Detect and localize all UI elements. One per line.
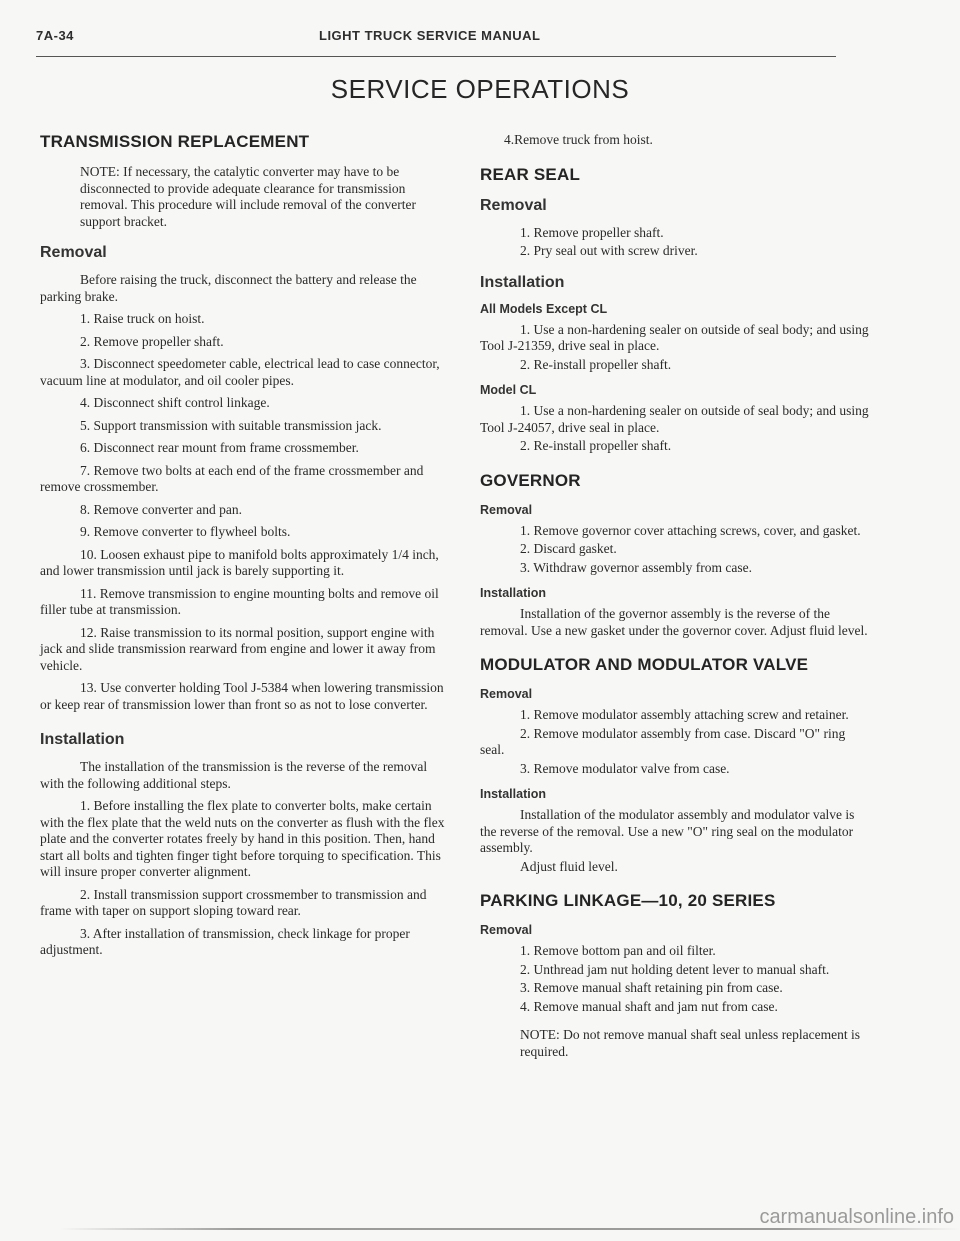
modulator-installation-text: Installation of the modulator assembly and modulator valve is the reverse of the removal. Use a new "O" ring seal on the modulator assembly. [480, 807, 855, 855]
watermark-text: carmanualsonline.info [759, 1206, 954, 1228]
removal-step: 8. Remove converter and pan. [80, 501, 242, 517]
manual-title: LIGHT TRUCK SERVICE MANUAL [319, 28, 541, 43]
catalytic-converter-note: NOTE: If necessary, the catalytic converter may have to be disconnected to provide adequate clearance for transmission removal. This procedure will include removal of the converter support bracket. [80, 164, 417, 229]
governor-heading: GOVERNOR [480, 470, 581, 490]
rear-seal-removal-heading: Removal [480, 196, 547, 214]
all-models-heading: All Models Except CL [480, 301, 608, 316]
modulator-heading: MODULATOR AND MODULATOR VALVE [480, 655, 809, 674]
transmission-installation-heading: Installation [40, 731, 125, 748]
removal-step: 11. Remove transmission to engine mounting bolts and remove oil filler tube at transmission. [40, 585, 439, 617]
parking-linkage-step: 2. Unthread jam nut holding detent lever to manual shaft. [520, 961, 830, 977]
removal-step: 9. Remove converter to flywheel bolts. [80, 524, 291, 539]
installation-step: 2. Install transmission support crossmember to transmission and frame with taper on support sloping toward rear. [40, 886, 427, 918]
section-title: SERVICE OPERATIONS [330, 74, 630, 104]
rear-seal-heading: REAR SEAL [480, 164, 581, 184]
parking-linkage-step: 1. Remove bottom pan and oil filter. [520, 943, 716, 958]
parking-linkage-step: 4. Remove manual shaft and jam nut from case. [520, 998, 778, 1014]
removal-step: 2. Remove propeller shaft. [80, 333, 224, 349]
transmission-removal-heading: Removal [40, 244, 107, 261]
modulator-removal-step: 3. Remove modulator valve from case. [520, 760, 730, 776]
page-number: 7A-34 [36, 28, 74, 43]
rear-seal-removal-step: 2. Pry seal out with screw driver. [520, 243, 698, 258]
governor-removal-step: 3. Withdraw governor assembly from case. [520, 559, 753, 575]
removal-step: 7. Remove two bolts at each end of the frame crossmember and remove crossmember. [40, 462, 424, 494]
removal-step: 13. Use converter holding Tool J-5384 when lowering transmission or keep rear of transmission lower than front so as not to lose converter. [40, 680, 444, 712]
modulator-installation-text2: Adjust fluid level. [520, 858, 618, 874]
rear-seal-installation-heading: Installation [480, 273, 565, 291]
model-cl-step: 1. Use a non-hardening sealer on outside of seal body; and using Tool J-24057, drive seal in place. [480, 403, 869, 435]
removal-step: 1. Raise truck on hoist. [80, 311, 205, 326]
installation-intro: The installation of the transmission is the reverse of the removal with the following additional steps. [40, 759, 428, 791]
model-cl-step: 2. Re-install propeller shaft. [520, 438, 672, 453]
removal-step: 4. Disconnect shift control linkage. [80, 395, 270, 410]
parking-linkage-removal-heading: Removal [480, 923, 533, 937]
governor-removal-step: 1. Remove governor cover attaching screws, cover, and gasket. [520, 522, 861, 538]
left-column [40, 126, 450, 965]
header-rule [36, 56, 836, 57]
modulator-removal-step: 1. Remove modulator assembly attaching screw and retainer. [520, 707, 849, 722]
governor-installation-heading: Installation [480, 586, 546, 600]
transmission-replacement-heading: TRANSMISSION REPLACEMENT [40, 132, 310, 151]
manual-shaft-seal-note: NOTE: Do not remove manual shaft seal unless replacement is required. [520, 1027, 861, 1059]
governor-removal-step: 2. Discard gasket. [520, 541, 617, 556]
all-models-step: 2. Re-install propeller shaft. [520, 356, 672, 372]
parking-linkage-step: 3. Remove manual shaft retaining pin from case. [520, 980, 783, 995]
removal-step: 6. Disconnect rear mount from frame crossmember. [80, 440, 359, 455]
governor-installation-text: Installation of the governor assembly is the reverse of the removal. Use a new gasket under the governor cover. Adjust fluid level. [480, 606, 868, 638]
removal-step: 5. Support transmission with suitable transmission jack. [80, 417, 382, 433]
governor-removal-heading: Removal [480, 502, 533, 517]
installation-step: 4.Remove truck from hoist. [504, 132, 653, 147]
right-column [480, 126, 870, 1072]
modulator-removal-heading: Removal [480, 687, 533, 701]
installation-step: 3. After installation of transmission, check linkage for proper adjustment. [40, 925, 410, 957]
rear-seal-removal-step: 1. Remove propeller shaft. [520, 224, 664, 240]
removal-step: 3. Disconnect speedometer cable, electrical lead to case connector, vacuum line at modulator, and oil cooler pipes. [40, 356, 440, 388]
modulator-installation-heading: Installation [480, 787, 546, 801]
modulator-removal-step: 2. Remove modulator assembly from case. Discard "O" ring seal. [480, 725, 846, 757]
removal-step: 10. Loosen exhaust pipe to manifold bolts approximately 1/4 inch, and lower transmission until jack is barely supporting it. [40, 546, 439, 578]
parking-linkage-heading: PARKING LINKAGE—10, 20 SERIES [480, 891, 776, 910]
removal-intro: Before raising the truck, disconnect the battery and release the parking brake. [40, 272, 417, 304]
all-models-step: 1. Use a non-hardening sealer on outside of seal body; and using Tool J-21359, drive seal in place. [480, 321, 869, 353]
removal-step: 12. Raise transmission to its normal position, support engine with jack and slide transmission rearward from engine and lower it away from vehicle. [40, 624, 436, 673]
model-cl-heading: Model CL [480, 383, 537, 397]
installation-step: 1. Before installing the flex plate to converter bolts, make certain with the flex plate that the weld nuts on the converter as flush with the flex plate and the converter rotates freely by hand in this position. Then, hand start all bolts and tighten finger tight before torquing to specification. This will insure proper converter alignment. [40, 798, 445, 879]
